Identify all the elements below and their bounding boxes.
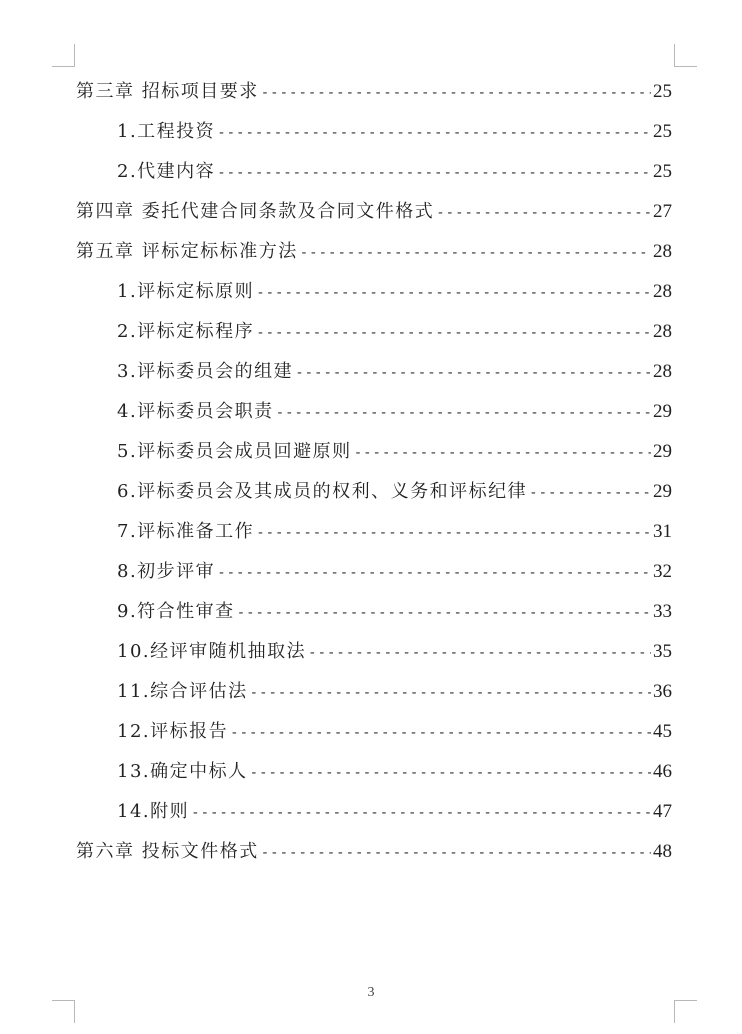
toc-dash-leader [250,673,651,713]
toc-chapter-entry[interactable] [76,72,672,112]
toc-dash-leader [529,473,651,513]
toc-entry-page-number: 33 [653,601,672,622]
toc-section-entry[interactable] [76,792,672,832]
toc-dash-leader [276,393,651,433]
toc-entry-title: 3.评标委员会的组建 [117,361,294,382]
toc-section-entry[interactable] [76,512,672,552]
toc-section-entry[interactable] [76,312,672,352]
toc-dash-leader [261,73,651,113]
table-of-contents [76,72,672,872]
toc-dash-leader [300,233,651,273]
toc-entry-page-number: 36 [653,681,672,702]
toc-entry-page-number: 28 [653,321,672,342]
toc-entry-title: 第三章 招标项目要求 [76,81,259,102]
toc-entry-page-number: 32 [653,561,672,582]
toc-entry-page-number: 28 [653,361,672,382]
toc-dash-leader [250,753,651,793]
toc-chapter-entry[interactable] [76,192,672,232]
toc-entry-title: 1.工程投资 [117,121,216,142]
toc-dash-leader [256,513,651,553]
toc-section-entry[interactable] [76,472,672,512]
toc-entry-title: 8.初步评审 [117,561,216,582]
toc-entry-title: 4.评标委员会职责 [117,401,274,422]
crop-mark-bottom-right [674,1000,697,1023]
toc-entry-title: 6.评标委员会及其成员的权利、义务和评标纪律 [117,481,528,502]
toc-entry-title: 5.评标委员会成员回避原则 [117,441,352,462]
toc-dash-leader [217,113,651,153]
crop-mark-bottom-left [52,1000,75,1023]
toc-entry-page-number: 25 [653,81,672,102]
toc-section-entry[interactable] [76,712,672,752]
toc-entry-title: 2.评标定标程序 [117,321,255,342]
toc-entry-page-number: 28 [653,241,672,262]
toc-entry-title: 12.评标报告 [117,721,229,742]
toc-section-entry[interactable] [76,672,672,712]
toc-entry-page-number: 31 [653,521,672,542]
toc-dash-leader [295,353,651,393]
toc-entry-page-number: 35 [653,641,672,662]
toc-entry-page-number: 45 [653,721,672,742]
toc-entry-page-number: 29 [653,441,672,462]
toc-dash-leader [354,433,651,473]
toc-section-entry[interactable] [76,152,672,192]
toc-dash-leader [436,193,651,233]
toc-dash-leader [217,153,651,193]
toc-entry-page-number: 47 [653,801,672,822]
toc-section-entry[interactable] [76,592,672,632]
toc-entry-title: 9.符合性审查 [117,601,235,622]
toc-section-entry[interactable] [76,552,672,592]
toc-entry-title: 1.评标定标原则 [117,281,255,302]
toc-entry-page-number: 46 [653,761,672,782]
page-number: 3 [367,985,375,1000]
toc-entry-title: 11.综合评估法 [117,681,248,702]
toc-section-entry[interactable] [76,112,672,152]
toc-section-entry[interactable] [76,432,672,472]
toc-entry-title: 第六章 投标文件格式 [76,841,259,862]
toc-dash-leader [230,713,651,753]
crop-mark-top-left [52,44,75,67]
toc-entry-page-number: 28 [653,281,672,302]
toc-entry-page-number: 48 [653,841,672,862]
toc-entry-title: 第四章 委托代建合同条款及合同文件格式 [76,201,435,222]
toc-section-entry[interactable] [76,272,672,312]
toc-chapter-entry[interactable] [76,232,672,272]
toc-section-entry[interactable] [76,352,672,392]
toc-dash-leader [191,793,651,833]
toc-section-entry[interactable] [76,632,672,672]
toc-section-entry[interactable] [76,752,672,792]
toc-entry-title: 10.经评审随机抽取法 [117,641,307,662]
toc-entry-title: 7.评标准备工作 [117,521,255,542]
toc-chapter-entry[interactable] [76,832,672,872]
toc-dash-leader [261,833,651,873]
toc-entry-page-number: 29 [653,481,672,502]
toc-entry-page-number: 25 [653,161,672,182]
toc-dash-leader [256,273,651,313]
toc-dash-leader [308,633,651,673]
toc-entry-title: 第五章 评标定标标准方法 [76,241,298,262]
toc-entry-title: 2.代建内容 [117,161,216,182]
toc-dash-leader [237,593,651,633]
toc-entry-page-number: 29 [653,401,672,422]
toc-dash-leader [256,313,651,353]
toc-entry-title: 13.确定中标人 [117,761,248,782]
toc-entry-page-number: 25 [653,121,672,142]
toc-entry-title: 14.附则 [117,801,190,822]
toc-dash-leader [217,553,651,593]
toc-entry-page-number: 27 [653,201,672,222]
crop-mark-top-right [674,44,697,67]
toc-section-entry[interactable] [76,392,672,432]
